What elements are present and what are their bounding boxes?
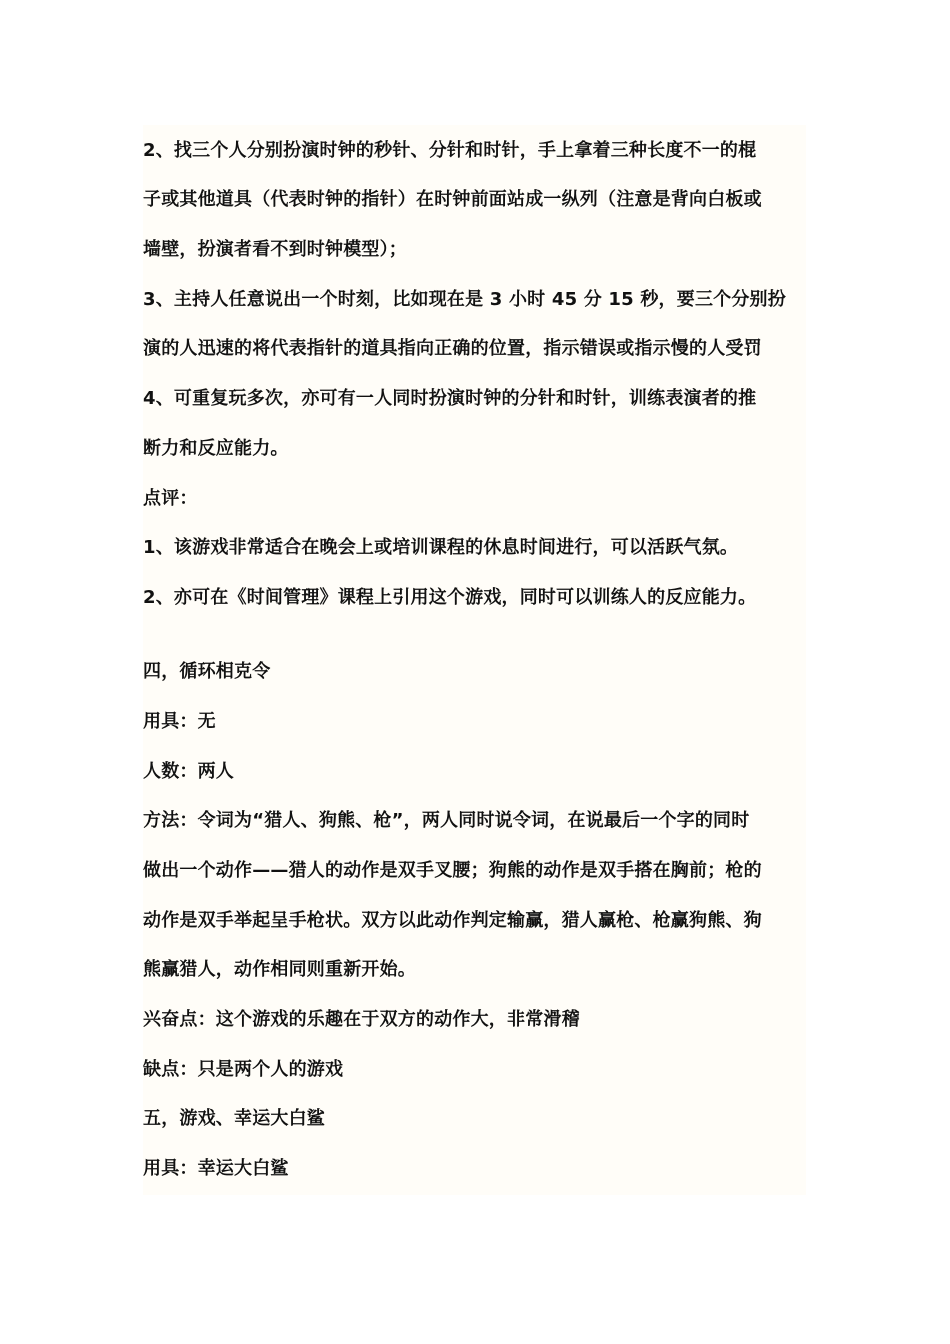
paragraph-line: 子或其他道具（代表时钟的指针）在时钟前面站成一纵列（注意是背向白板或: [143, 189, 762, 210]
paragraph-line: 用具：幸运大白鲨: [143, 1158, 289, 1179]
paragraph-line: 用具：无: [143, 711, 216, 732]
paragraph-line: 1、该游戏非常适合在晚会上或培训课程的休息时间进行，可以活跃气氛。: [143, 537, 739, 558]
paragraph-line: 3、主持人任意说出一个时刻，比如现在是 3 小时 45 分 15 秒，要三个分别扮: [143, 289, 786, 310]
paragraph-line: 做出一个动作——猎人的动作是双手叉腰；狗熊的动作是双手搭在胸前；枪的: [143, 860, 762, 881]
paragraph-line: 缺点：只是两个人的游戏: [143, 1059, 344, 1080]
section-heading: 点评：: [143, 488, 198, 509]
paragraph-line: 墙壁，扮演者看不到时钟模型）；: [143, 239, 407, 260]
paragraph-line: 4、可重复玩多次，亦可有一人同时扮演时钟的分针和时针，训练表演者的推: [143, 388, 757, 409]
paragraph-line: 2、找三个人分别扮演时钟的秒针、分针和时针，手上拿着三种长度不一的棍: [143, 140, 757, 161]
paragraph-line: 兴奋点：这个游戏的乐趣在于双方的动作大，非常滑稽: [143, 1009, 580, 1030]
section-heading: 四，循环相克令: [143, 661, 271, 682]
paragraph-line: 方法：令词为“猎人、狗熊、枪”，两人同时说令词，在说最后一个字的同时: [143, 810, 750, 831]
paragraph-line: 2、亦可在《时间管理》课程上引用这个游戏，同时可以训练人的反应能力。: [143, 587, 757, 608]
paragraph-line: 动作是双手举起呈手枪状。双方以此动作判定输赢，猎人赢枪、枪赢狗熊、狗: [143, 910, 762, 931]
paragraph-line: 熊赢猎人，动作相同则重新开始。: [143, 959, 416, 980]
paragraph-line: 断力和反应能力。: [143, 438, 289, 459]
section-heading: 五，游戏、幸运大白鲨: [143, 1108, 325, 1129]
paragraph-line: 演的人迅速的将代表指针的道具指向正确的位置，指示错误或指示慢的人受罚: [143, 338, 762, 359]
paragraph-line: 人数：两人: [143, 761, 234, 782]
